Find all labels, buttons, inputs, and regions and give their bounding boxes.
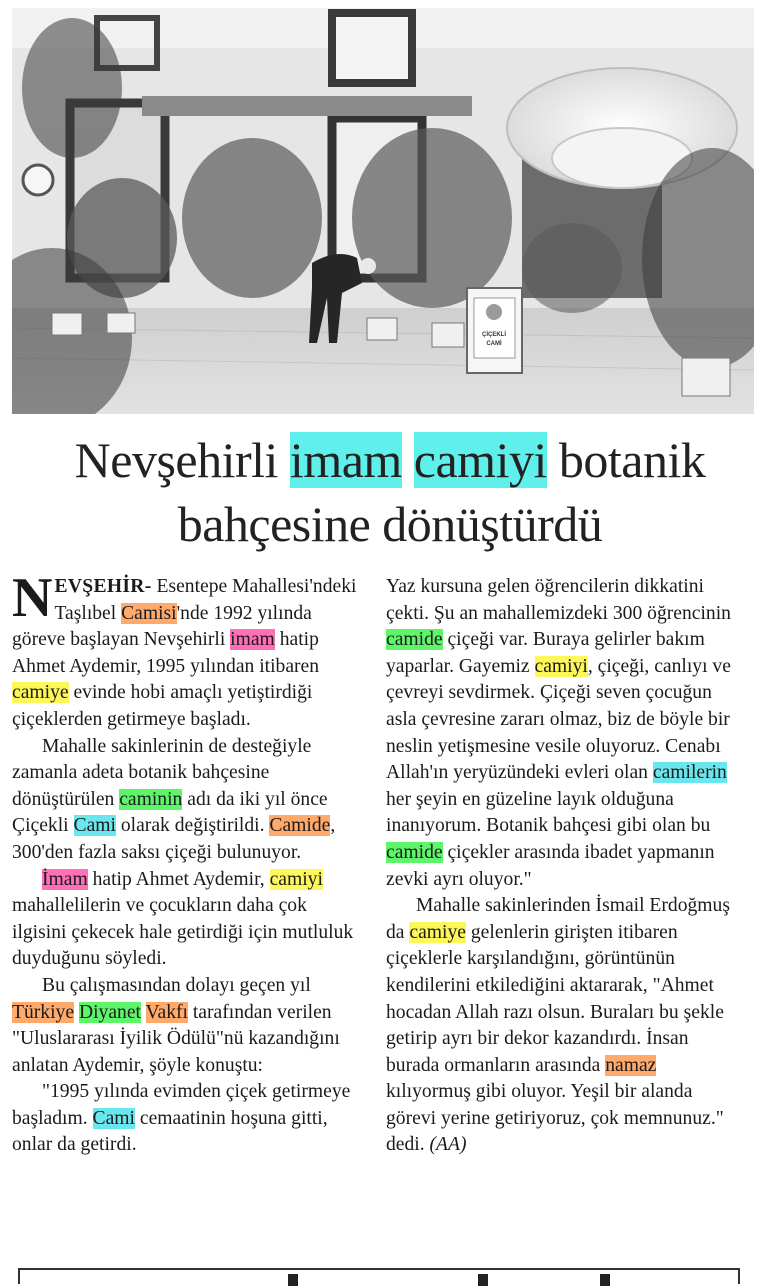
- highlighted-term: namaz: [605, 1054, 657, 1076]
- article-photo: [12, 8, 754, 414]
- highlighted-term: imam: [230, 629, 275, 651]
- text-run: Mahalle sakinlerinin de desteğiyle zamanla adeta botanik bahçesine dönüştürülen: [12, 735, 312, 810]
- highlighted-term: Camide: [269, 815, 331, 837]
- sign-text-line2: CAMİ: [486, 341, 502, 347]
- article-headline: [0, 428, 780, 556]
- highlighted-term: camide: [386, 841, 443, 863]
- highlighted-term: Türkiye: [12, 1001, 75, 1023]
- drop-cap: N: [12, 567, 53, 629]
- headline-text: Nevşehirli: [74, 432, 290, 488]
- text-run: her şeyin en güzeline layık olduğuna inanıyorum. Botanik bahçesi gibi olan bu: [386, 788, 711, 837]
- headline-highlighted-term: imam: [289, 432, 402, 488]
- text-run: Bu çalışmasından dolayı geçen yıl: [42, 974, 311, 996]
- highlighted-term: Vakfı: [145, 1001, 188, 1023]
- highlighted-term: caminin: [119, 788, 183, 810]
- text-run: evinde hobi amaçlı yetiştirdiği çiçeklerden getirmeye başladı.: [12, 682, 313, 730]
- text-run: , çiçeği, canlıyı ve çevreyi sevdirmek. Çiçeği seven çocuğun asla çevresine zararı olmaz, biz de böyle bir neslin yetişmesine vesile oluyoruz. Cenabı Allah'ın yeryüzündeki evleri olan: [386, 655, 731, 784]
- article-paragraph: [386, 893, 736, 1159]
- highlighted-term: camiye: [409, 921, 466, 943]
- highlighted-term: Diyanet: [78, 1001, 141, 1023]
- text-run: , 300'den fazla saksı çiçeği bulunuyor.: [12, 815, 336, 863]
- text-run: [141, 1002, 146, 1023]
- text-run: Yaz kursuna gelen öğrencilerin dikkatini çekti. Şu an mahallemizdeki 300 öğrencinin: [386, 576, 731, 624]
- highlighted-term: Camisi: [121, 602, 177, 624]
- text-run: kılıyormuş gibi oluyor. Yeşil bir alanda görevi yerine getiriyoruz, çok memnunuz." dedi.: [386, 1081, 724, 1156]
- text-run: olarak değiştirildi.: [115, 815, 270, 837]
- text-run: "1995 yılında evimden çiçek getirmeye başladım.: [12, 1081, 351, 1129]
- text-run: 'nde 1992 yılında göreve başlayan Nevşehirli: [12, 602, 312, 651]
- highlighted-term: İmam: [42, 868, 88, 890]
- headline-text: botanik: [546, 432, 706, 488]
- headline-line-1: [0, 428, 780, 492]
- text-run: bahçesine dönüştürdü: [177, 496, 603, 552]
- text-run: cemaatinin hoşuna gitti, onlar da getirdi.: [12, 1107, 328, 1156]
- headline-line-2: [0, 492, 780, 556]
- text-run: çiçekler arasında ibadet yapmanın zevki ayrı oluyor.": [386, 841, 715, 890]
- article-paragraph: [12, 867, 362, 973]
- text-run: tarafından verilen "Uluslararası İyilik Ödülü"nü kazandığını anlatan Aydemir, şöyle konuştu:: [12, 1001, 340, 1076]
- text-run: mahallelilerin ve çocukların daha çok ilgisini çekecek hale getirdiği için mutluluk duyduğunu söyledi.: [12, 895, 354, 970]
- lead-paragraph: [12, 567, 362, 734]
- text-run: hatip Ahmet Aydemir, 1995 yılından itibaren: [12, 629, 320, 677]
- article-paragraph: [12, 734, 362, 867]
- headline-text: [402, 432, 414, 488]
- article-paragraph: [12, 973, 362, 1079]
- highlighted-term: camiye: [12, 682, 69, 704]
- highlighted-term: camilerin: [652, 762, 727, 784]
- next-article-frame: [18, 1268, 740, 1284]
- highlighted-term: Cami: [92, 1107, 135, 1129]
- sign-text-line1: ÇİÇEKLİ: [482, 332, 506, 338]
- text-run: çiçeği var. Buraya gelirler bakım yaparlar. Gayemiz: [386, 629, 705, 677]
- article-paragraph: [386, 574, 736, 893]
- mosque-interior-illustration: [12, 8, 754, 414]
- text-run: adı da iki yıl önce Çiçekli: [12, 788, 328, 837]
- text-run: gelenlerin girişten itibaren çiçeklerle karşılandığını, görüntünün kendilerini etkilediğini aktararak, "Ahmet hocadan Allah razı olsun. Buraları bu şekle getirip ayrı bir dekor kazandırdı. İnsan burada ormanların arasında: [386, 921, 724, 1076]
- text-run: Esentepe Mahallesi'ndeki Taşlıbel: [54, 576, 357, 624]
- text-run: Mahalle sakinlerinden İsmail Erdoğmuş da: [386, 895, 730, 943]
- text-run: hatip Ahmet Aydemir,: [87, 868, 270, 890]
- article-column-right: [386, 574, 736, 1159]
- headline-highlighted-term: camiyi: [413, 432, 547, 488]
- highlighted-term: camiyi: [269, 868, 323, 890]
- highlighted-term: camide: [386, 629, 443, 651]
- article-paragraph: [12, 1079, 362, 1159]
- news-agency-credit: (AA): [429, 1134, 467, 1156]
- dateline: EVŞEHİR-: [54, 576, 152, 597]
- highlighted-term: Cami: [73, 815, 116, 837]
- highlighted-term: camiyi: [534, 655, 588, 677]
- article-column-left: [12, 567, 362, 1159]
